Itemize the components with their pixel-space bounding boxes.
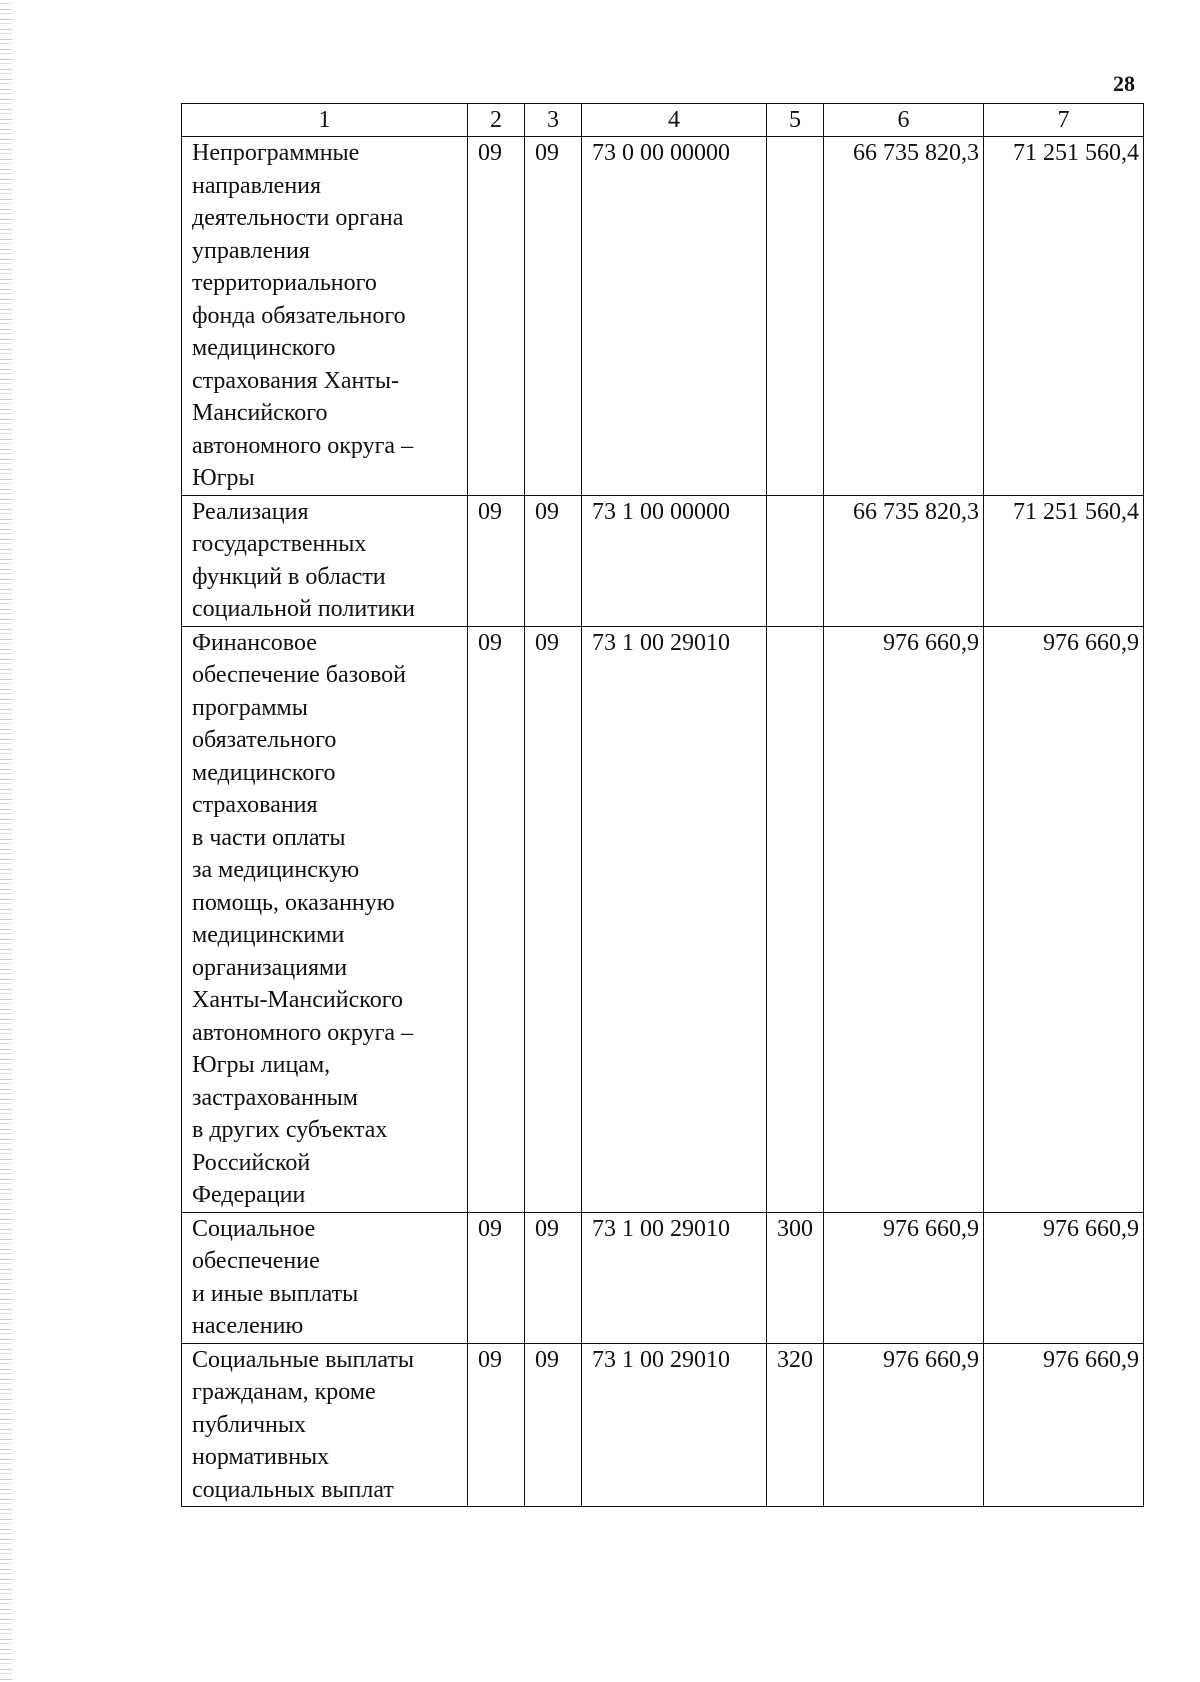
target-article-cell: 73 1 00 29010 [582,1212,767,1343]
subsection-code-cell: 09 [525,1212,582,1343]
amount-year-2-cell: 976 660,9 [984,1212,1144,1343]
column-header-6: 6 [824,104,984,137]
subsection-code-cell: 09 [525,626,582,1212]
row-name-cell: Социальное обеспечение и иные выплаты населению [182,1212,468,1343]
expense-type-cell: 300 [767,1212,824,1343]
row-name-cell: Реализация государственных функций в области социальной политики [182,495,468,626]
subsection-code-cell: 09 [525,1343,582,1507]
table-row [182,137,1144,496]
table-row [182,626,1144,1212]
section-code-cell: 09 [468,1343,525,1507]
amount-year-1-cell: 976 660,9 [824,1212,984,1343]
table-header-row [182,104,1144,137]
column-header-7: 7 [984,104,1144,137]
table-row [182,495,1144,626]
amount-year-2-cell: 976 660,9 [984,626,1144,1212]
section-code-cell: 09 [468,626,525,1212]
subsection-code-cell: 09 [525,137,582,496]
table-row [182,1343,1144,1507]
column-header-2: 2 [468,104,525,137]
amount-year-1-cell: 976 660,9 [824,626,984,1212]
column-header-3: 3 [525,104,582,137]
expense-type-cell [767,495,824,626]
target-article-cell: 73 1 00 00000 [582,495,767,626]
amount-year-2-cell: 71 251 560,4 [984,137,1144,496]
section-code-cell: 09 [468,137,525,496]
column-header-5: 5 [767,104,824,137]
amount-year-2-cell: 71 251 560,4 [984,495,1144,626]
page-number: 28 [1113,71,1135,96]
column-header-4: 4 [582,104,767,137]
expense-type-cell [767,626,824,1212]
row-name-cell: Социальные выплаты гражданам, кроме публичных нормативных социальных выплат [182,1343,468,1507]
amount-year-1-cell: 66 735 820,3 [824,137,984,496]
target-article-cell: 73 0 00 00000 [582,137,767,496]
table-row [182,1212,1144,1343]
section-code-cell: 09 [468,1212,525,1343]
target-article-cell: 73 1 00 29010 [582,1343,767,1507]
column-header-1: 1 [182,104,468,137]
amount-year-1-cell: 976 660,9 [824,1343,984,1507]
target-article-cell: 73 1 00 29010 [582,626,767,1212]
budget-table [181,103,1144,1507]
subsection-code-cell: 09 [525,495,582,626]
expense-type-cell: 320 [767,1343,824,1507]
row-name-cell: Финансовое обеспечение базовой программы обязательного медицинского страхования в части оплаты за медицинскую помощь, оказанную медицинскими организациями Ханты-Мансийского автономного округа – Югры лицам, застрахованным в других субъектах Российской Федерации [182,626,468,1212]
amount-year-2-cell: 976 660,9 [984,1343,1144,1507]
expense-type-cell [767,137,824,496]
amount-year-1-cell: 66 735 820,3 [824,495,984,626]
section-code-cell: 09 [468,495,525,626]
row-name-cell: Непрограммные направления деятельности органа управления территориального фонда обязательного медицинского страхования Ханты- Мансийского автономного округа – Югры [182,137,468,496]
scan-edge-artifact [0,0,12,1682]
